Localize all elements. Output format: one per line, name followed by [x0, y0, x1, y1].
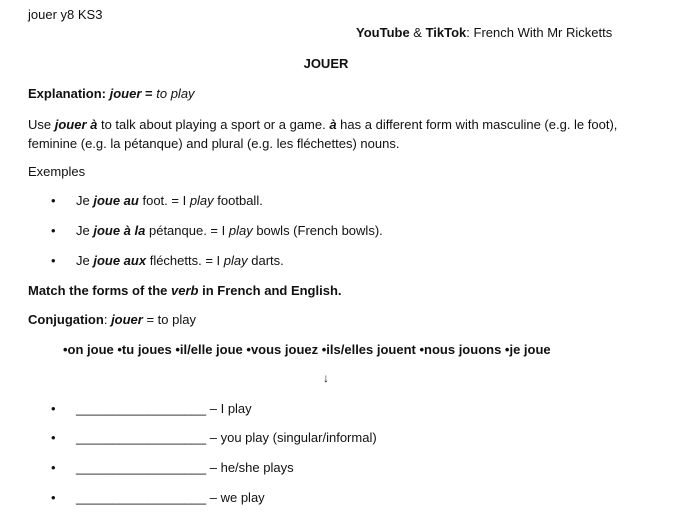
- matching-meaning: – you play (singular/informal): [206, 430, 377, 445]
- bullet-icon: •: [51, 253, 56, 268]
- answer-blank[interactable]: __________________: [76, 401, 207, 416]
- bullet-icon: •: [51, 430, 56, 445]
- paragraph-text-3: has a different form with masculine (e.g. le foot), feminine (e.g. la pétanque) and plural (e.g. les fléchettes) nouns.: [28, 117, 618, 151]
- matching-meaning: – we play: [206, 490, 265, 505]
- usage-paragraph: [28, 115, 638, 153]
- paragraph-text-2: to talk about playing a sport or a game.: [97, 117, 330, 132]
- page-title: JOUER: [303, 56, 349, 71]
- conjugation-verb: jouer: [111, 312, 143, 327]
- down-arrow-icon: ↓: [323, 371, 329, 385]
- channel-name: : French With Mr Ricketts: [466, 25, 613, 40]
- exemples-heading: Exemples: [28, 164, 86, 179]
- tiktok-label: TikTok: [425, 25, 467, 40]
- answer-blank[interactable]: __________________: [76, 460, 207, 475]
- conjugation-label: Conjugation: [28, 312, 104, 327]
- explanation-line: [28, 86, 195, 101]
- explanation-label: Explanation:: [28, 86, 110, 101]
- example-text: Je joue aux fléchetts. = I play darts.: [76, 253, 284, 268]
- example-text: Je joue à la pétanque. = I play bowls (French bowls).: [76, 223, 383, 238]
- paragraph-bold-1: jouer à: [54, 117, 98, 132]
- bullet-icon: •: [51, 490, 56, 505]
- explanation-meaning: to play: [156, 86, 195, 101]
- explanation-equals: =: [141, 86, 157, 101]
- youtube-label: YouTube: [356, 25, 410, 40]
- match-instruction: Match the forms of the verb in French and English.: [28, 283, 342, 298]
- topic-label: jouer y8 KS3: [28, 7, 103, 22]
- answer-blank[interactable]: __________________: [76, 490, 207, 505]
- matching-meaning: – I play: [206, 401, 252, 416]
- paragraph-text-1: Use: [28, 117, 55, 132]
- bullet-icon: •: [51, 193, 56, 208]
- answer-blank[interactable]: __________________: [76, 430, 207, 445]
- bullet-icon: •: [51, 401, 56, 416]
- bullet-icon: •: [51, 223, 56, 238]
- verb-forms-list: •on joue •tu joues •il/elle joue •vous jouez •ils/elles jouent •nous jouons •je joue: [63, 342, 551, 357]
- ampersand: &: [409, 25, 426, 40]
- channel-credit: [356, 25, 612, 40]
- matching-meaning: – he/she plays: [206, 460, 294, 475]
- paragraph-bold-2: à: [329, 117, 337, 132]
- conjugation-line: Conjugation: jouer = to play: [28, 312, 196, 327]
- example-text: Je joue au foot. = I play football.: [76, 193, 263, 208]
- explanation-verb: jouer: [109, 86, 142, 101]
- bullet-icon: •: [51, 460, 56, 475]
